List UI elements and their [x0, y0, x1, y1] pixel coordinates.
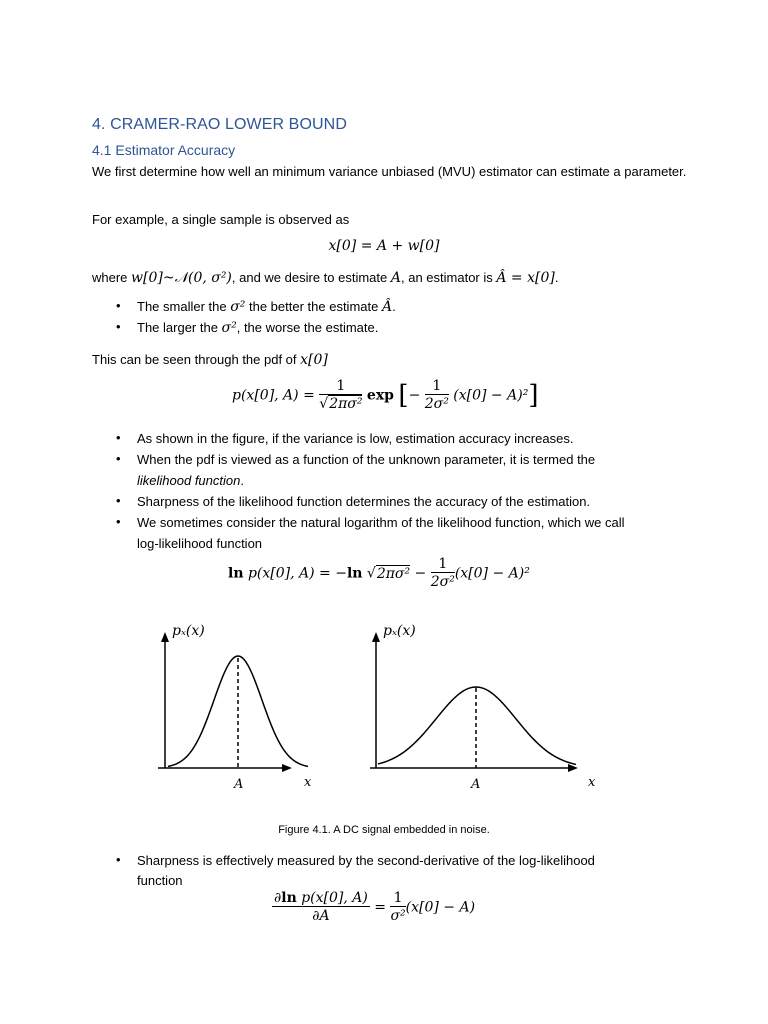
- bullet-likelihood-def: When the pdf is viewed as a function of the unknown parameter, it is termed the: [137, 452, 596, 467]
- bullet-log-likelihood-cont: log-likelihood function: [137, 536, 263, 551]
- eq2-frac2-den: 2σ²: [424, 396, 449, 412]
- eq2-minus: −: [408, 387, 421, 404]
- bullet-dot: •: [116, 493, 121, 508]
- bullet-math: σ²: [221, 320, 237, 336]
- example-intro: For example, a single sample is observed as: [92, 212, 350, 227]
- eq2-frac1: $\frac{1}{\text{√2πσ²}}$: [319, 378, 363, 412]
- eq3-ln2: ln: [346, 565, 363, 582]
- pdf-intro-math: x[0]: [300, 352, 328, 368]
- where-text-e: , an estimator is: [401, 270, 497, 285]
- bullet-larger-variance: [137, 317, 677, 339]
- eq2-frac2: [425, 378, 449, 413]
- eq4-ln: ln: [281, 890, 297, 906]
- where-noise-model: w[0]~𝒩(0, σ²): [131, 270, 232, 286]
- bullet-math: σ²: [230, 299, 246, 315]
- eq2-tail: (x[0] − A)²: [453, 387, 529, 404]
- bullet-likelihood-term: likelihood function.: [137, 473, 244, 488]
- where-text-c: , and we desire to estimate: [231, 270, 391, 285]
- likelihood-term: likelihood function: [137, 473, 241, 488]
- eq4-partial: ∂: [274, 890, 282, 906]
- figure-caption: Figure 4.1. A DC signal embedded in noise.: [278, 824, 490, 836]
- eq3-sqrt: 2πσ²: [376, 565, 411, 582]
- eq3-ln: ln: [228, 565, 244, 582]
- equation-log-likelihood: ln p(x[0], A) = −ln √2πσ² − $\frac{1}{\text{2σ²}}$ (x[0] − A)²: [228, 556, 530, 590]
- bullet-text: .: [392, 299, 396, 314]
- bullet-log-likelihood: We sometimes consider the natural logarithm of the likelihood function, which we call: [137, 515, 625, 530]
- equation-derivative: [272, 890, 475, 925]
- eq2-frac1-num: 1: [319, 378, 362, 395]
- where-line: [92, 268, 558, 288]
- left-plot: [158, 623, 312, 792]
- bullet-text: , the worse the estimate.: [236, 320, 379, 335]
- bullet-sharpness: Sharpness of the likelihood function determines the accuracy of the estimation.: [137, 494, 591, 509]
- eq2-frac2-num: 1: [425, 378, 449, 395]
- bullet-dot: •: [116, 319, 121, 334]
- subsection-heading: 4.1 Estimator Accuracy: [92, 142, 236, 158]
- right-pdf-curve: [378, 687, 576, 764]
- bullet-dot: •: [116, 852, 121, 867]
- eq4-rhs-frac: [390, 890, 405, 925]
- right-y-label: pₓ(x): [383, 623, 416, 639]
- bullet-second-derivative-cont: function: [137, 873, 183, 888]
- equation-pdf: p(x[0], A) = $\frac{1}{\text{√2πσ²}}$ exp [− $\frac{1}{\text{2σ²}}$ (x[0] − A)²]: [232, 378, 539, 412]
- eq4-tail: (x[0] − A): [405, 899, 476, 916]
- bullet-text: the better the estimate: [245, 299, 382, 314]
- where-text-g: .: [554, 270, 559, 285]
- eq2-frac1-den: 2πσ²: [329, 396, 363, 412]
- bullet-second-derivative: Sharpness is effectively measured by the second-derivative of the log-likelihood: [137, 853, 595, 868]
- eq3-frac-num: 1: [431, 556, 455, 573]
- eq3-tail: (x[0] − A)²: [454, 565, 530, 582]
- eq4-frac-num: 1: [390, 890, 405, 907]
- eq4-lhs-frac: [272, 890, 370, 925]
- eq4-den: ∂A: [312, 908, 330, 924]
- eq3-lhs: p(x[0], A) = −: [243, 565, 347, 582]
- eq4-frac-den: σ²: [390, 908, 406, 924]
- eq4-equals: =: [369, 899, 391, 916]
- intro-paragraph: We first determine how well an minimum variance unbiased (MVU) estimator can estimate a parameter.: [92, 164, 687, 179]
- bullet-dot: •: [116, 298, 121, 313]
- equation-observation: x[0] = A + w[0]: [328, 238, 440, 254]
- left-x-label: x: [304, 775, 312, 790]
- bullet-math: Â: [381, 299, 393, 315]
- eq3-frac: [431, 556, 455, 591]
- bullet-figure-note: As shown in the figure, if the variance is low, estimation accuracy increases.: [137, 431, 574, 446]
- where-estimator: Â = x[0]: [496, 270, 555, 286]
- eq3-minus: −: [410, 565, 431, 582]
- where-text-a: where: [92, 270, 132, 285]
- eq4-num-rest: p(x[0], A): [296, 890, 368, 906]
- left-peak-label: A: [234, 777, 244, 792]
- bullet-dot: •: [116, 430, 121, 445]
- pdf-intro: [92, 350, 328, 370]
- bullet-dot: •: [116, 514, 121, 529]
- pdf-intro-text: This can be seen through the pdf of: [92, 352, 301, 367]
- section-heading: 4. CRAMER-RAO LOWER BOUND: [92, 116, 347, 133]
- right-y-arrow: [372, 632, 380, 642]
- bullet-text: The larger the: [137, 320, 222, 335]
- eq2-lhs: p(x[0], A) =: [232, 387, 320, 404]
- left-y-arrow: [161, 632, 169, 642]
- bullet-smaller-variance: [137, 296, 677, 318]
- bullet-text: The smaller the: [137, 299, 231, 314]
- right-plot: [370, 623, 596, 792]
- figure-pdf-curves: [140, 610, 620, 800]
- left-x-arrow: [282, 764, 292, 772]
- right-peak-label: A: [471, 777, 481, 792]
- right-x-arrow: [568, 764, 578, 772]
- left-y-label: pₓ(x): [172, 623, 205, 639]
- right-x-label: x: [588, 775, 596, 790]
- eq2-exp: exp: [366, 387, 394, 404]
- where-param: A: [390, 270, 401, 286]
- bullet-dot: •: [116, 451, 121, 466]
- eq3-frac-den: 2σ²: [430, 574, 455, 590]
